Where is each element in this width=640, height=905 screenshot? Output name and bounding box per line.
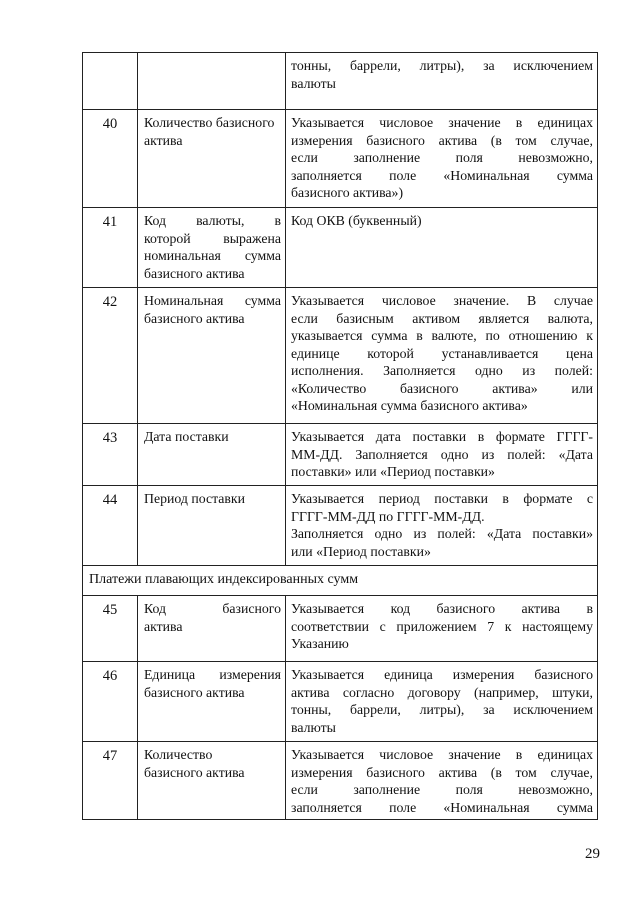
field-description: Указывается числовое значение в единицах измерения базисного актива (в том случае, если заполнение поля невозможно, заполняется поле «Номинальная сумма — [291, 747, 593, 815]
field-name: Период поставки — [138, 486, 286, 565]
row-number: 40 — [83, 110, 138, 207]
section-heading: Платежи плавающих индексированных сумм — [82, 566, 598, 596]
table-row — [82, 110, 598, 208]
table-row — [82, 486, 598, 566]
field-description: Указывается единица измерения базисного актива согласно договору (например, штуки, тонны, баррели, литры), за исключением валюты — [291, 667, 593, 735]
field-name: Количество базисного актива — [138, 742, 286, 819]
field-description: Указывается числовое значение. В случае если базисным активом является валюта, указывается сумма в валюте, по отношению к единице которой устанавливается цена исполнения. Заполняется одно из полей: «Количество базисного актива» или «Номинальная сумма базисного актива» — [291, 293, 593, 413]
row-number: 46 — [83, 662, 138, 741]
field-description: Указывается числовое значение в единицах измерения базисного актива (в том случае, если заполнение поля невозможно, заполняется поле «Номинальная сумма базисного актива») — [291, 115, 593, 200]
field-name: Дата поставки — [138, 424, 286, 485]
field-name: Единица измерения базисного актива — [138, 662, 286, 741]
field-description: Указывается дата поставки в формате ГГГГ- ММ-ДД. Заполняется одно из полей: «Дата поставки» или «Период поставки» — [291, 429, 593, 479]
table-row — [82, 424, 598, 486]
row-number: 47 — [83, 742, 138, 819]
field-name — [138, 53, 286, 109]
table-row — [82, 742, 598, 820]
field-description: Код ОКВ (буквенный) — [291, 213, 422, 228]
field-name: Количество базисного актива — [138, 110, 286, 207]
table-row — [82, 52, 598, 110]
field-name: Номинальная сумма базисного актива — [138, 288, 286, 423]
page-number: 29 — [585, 846, 600, 862]
field-description: Указывается период поставки в формате с ГГГГ-ММ-ДД по ГГГГ-ММ-ДД. Заполняется одно из полей: «Дата поставки» или «Период поставки» — [291, 491, 593, 559]
table-row — [82, 208, 598, 288]
fields-table — [82, 52, 598, 820]
field-description: Указывается код базисного актива в соответствии с приложением 7 к настоящему Указанию — [291, 601, 593, 651]
table-row — [82, 662, 598, 742]
field-description: тонны, баррели, литры), за исключением валюты — [291, 58, 593, 91]
field-name: Код базисного актива — [138, 596, 286, 661]
row-number: 45 — [83, 596, 138, 661]
table-row — [82, 288, 598, 424]
field-name: Код валюты, в которой выражена номинальная сумма базисного актива — [138, 208, 286, 287]
table-row — [82, 596, 598, 662]
row-number: 44 — [83, 486, 138, 565]
row-number — [83, 53, 138, 109]
row-number: 43 — [83, 424, 138, 485]
row-number: 42 — [83, 288, 138, 423]
row-number: 41 — [83, 208, 138, 287]
